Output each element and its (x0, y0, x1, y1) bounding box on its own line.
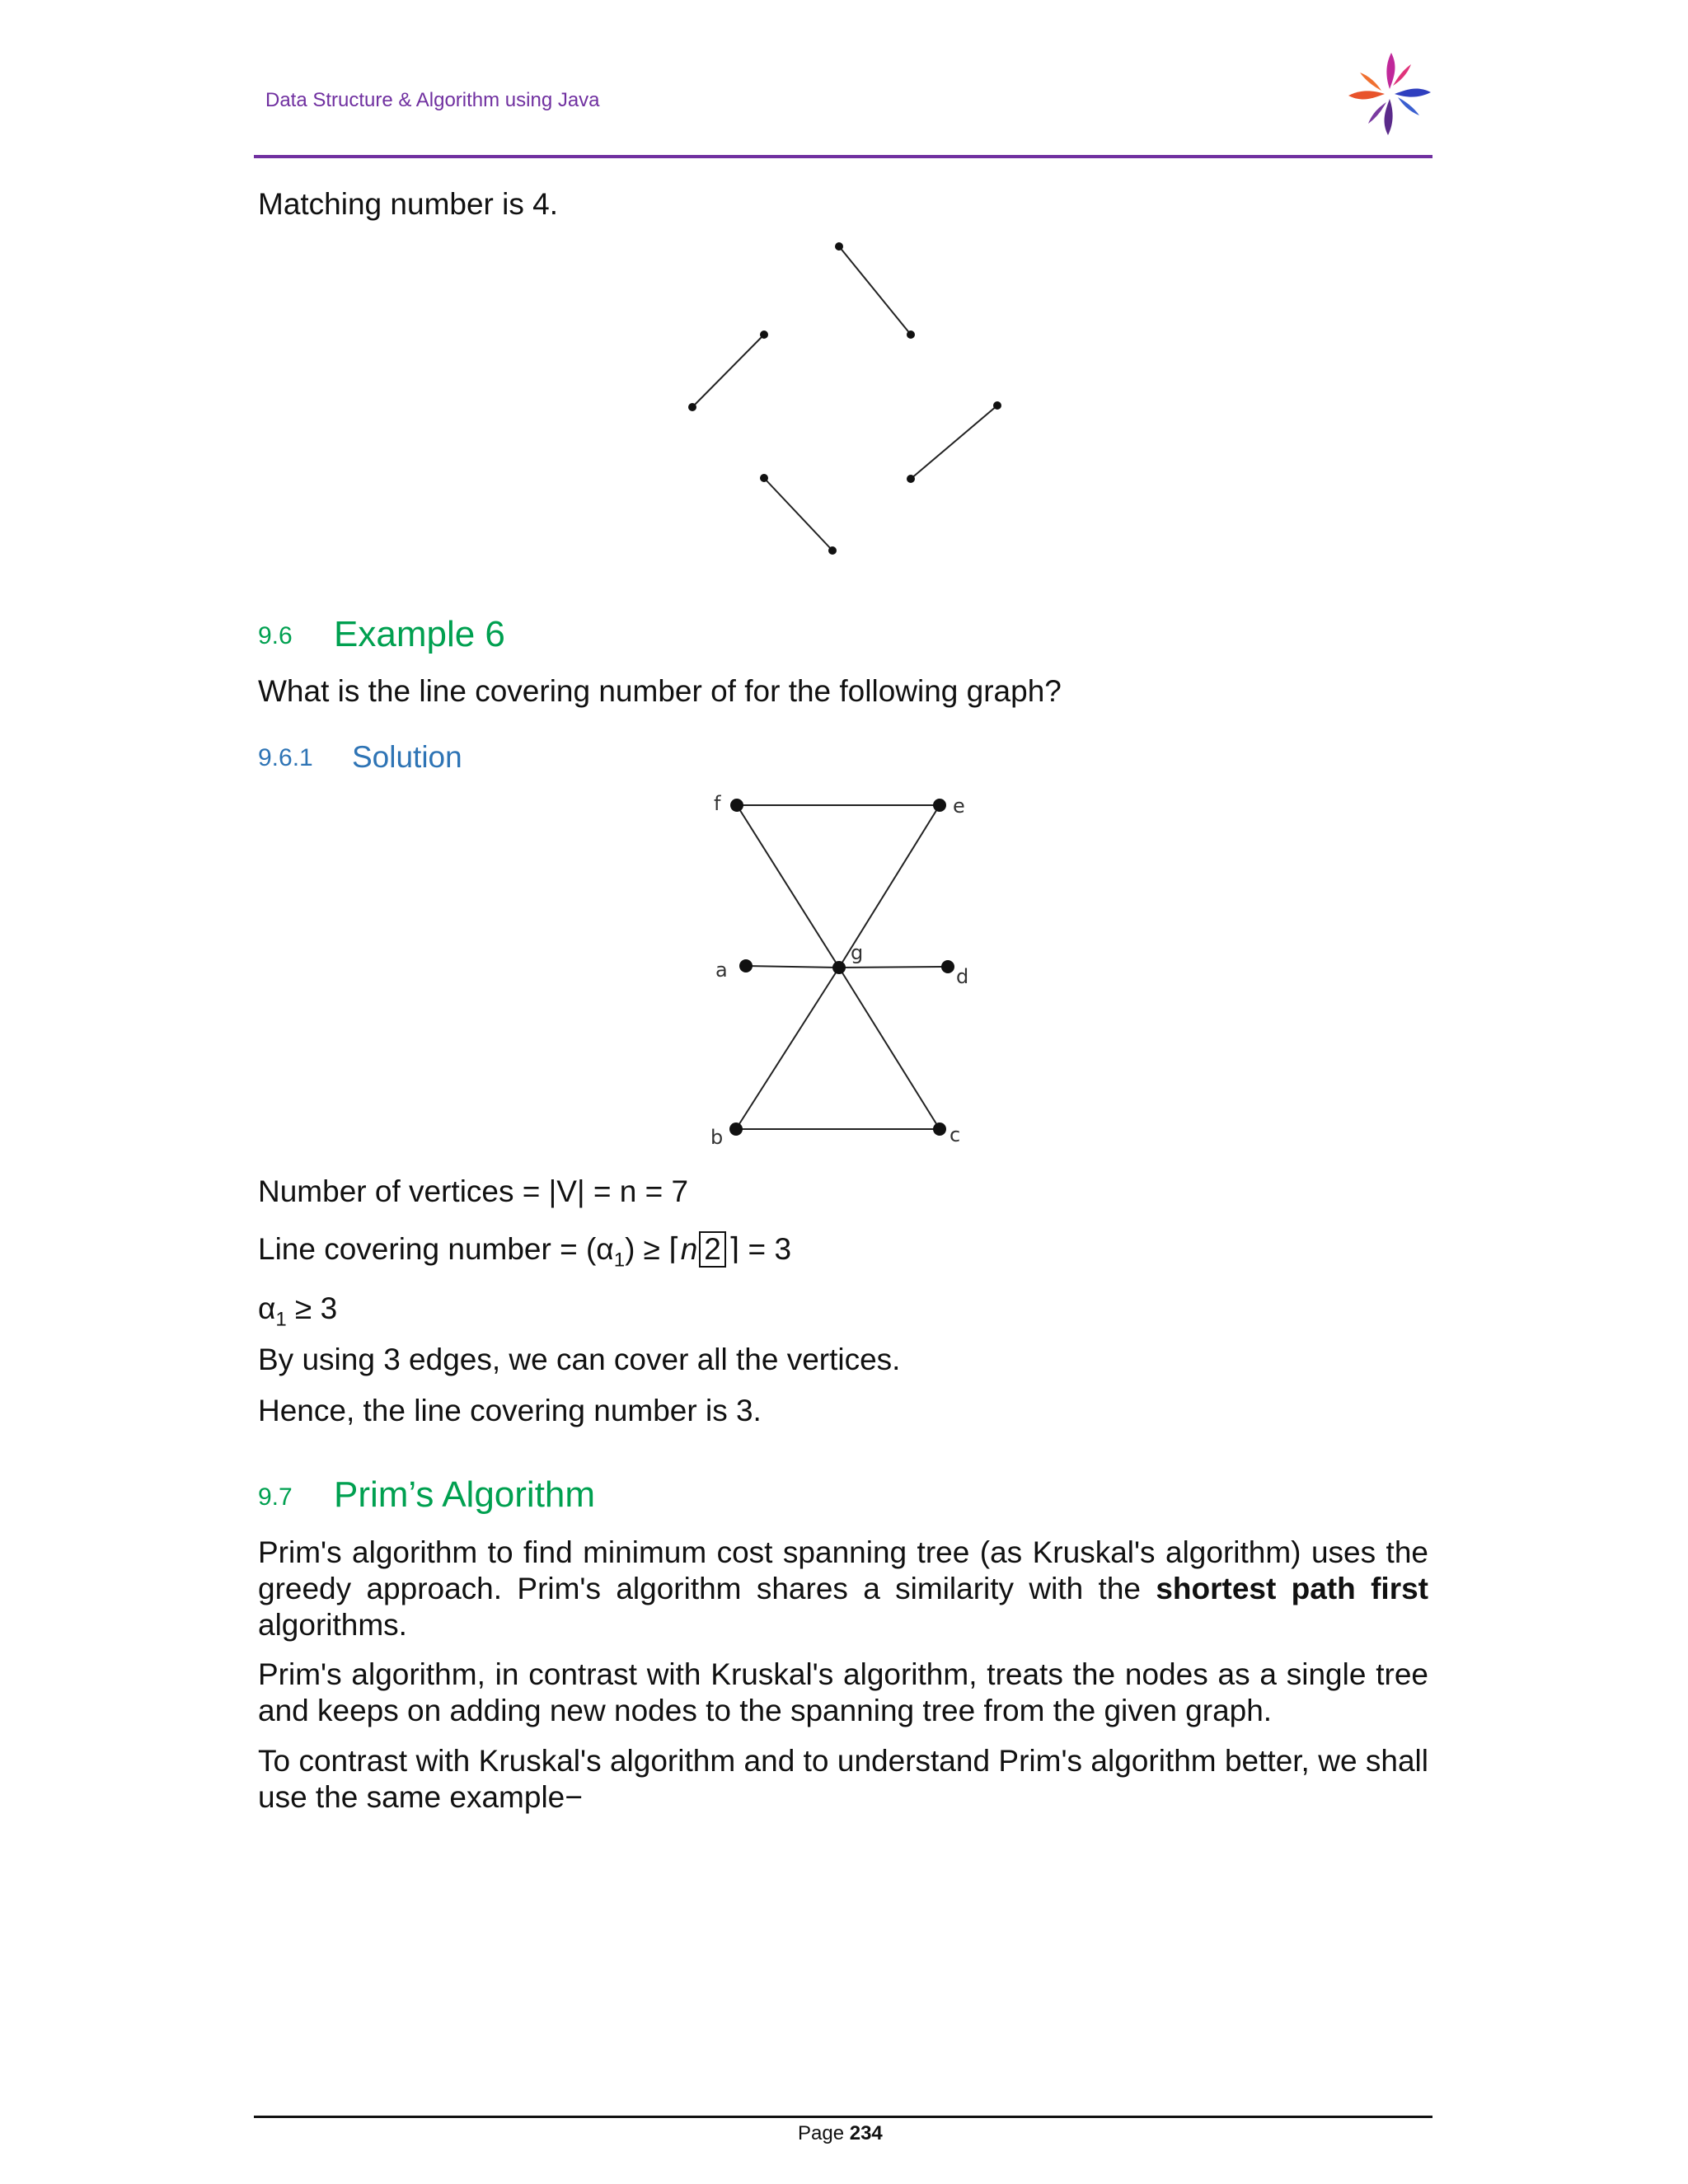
graph-edge-g-c (839, 968, 940, 1129)
para1-text-b: algorithms. (258, 1608, 407, 1642)
section-title-example-6: Example 6 (334, 614, 505, 654)
matching-number-text: Matching number is 4. (258, 187, 559, 221)
formula-mid: ) ≥ ⌈ (625, 1232, 681, 1266)
graph-vertex-g (832, 961, 846, 974)
graph-diagram (701, 783, 981, 1154)
graph-label-g: g (851, 941, 864, 964)
footer-divider (254, 2116, 1432, 2118)
matching-edge (692, 335, 764, 407)
matching-edge (839, 246, 911, 335)
vertices-count-text: Number of vertices = |V| = n = 7 (258, 1174, 689, 1208)
matching-vertex (907, 330, 915, 339)
header-divider (254, 155, 1432, 158)
brand-logo-icon (1343, 51, 1436, 137)
matching-edge (764, 478, 832, 551)
graph-edge-a-g (746, 966, 839, 968)
graph-vertex-b (729, 1122, 743, 1136)
alpha-bound: ≥ 3 (286, 1291, 338, 1325)
question-text: What is the line covering number of for the following graph? (258, 674, 1062, 708)
graph-vertex-f (730, 799, 743, 812)
section-title-prims-algorithm: Prim’s Algorithm (334, 1474, 596, 1515)
formula-boxed-two: 2 (699, 1231, 726, 1268)
graph-label-f: f (714, 792, 721, 815)
graph-label-a: a (715, 958, 728, 982)
line-covering-formula (258, 1231, 791, 1278)
formula-suffix: ⌉ = 3 (727, 1232, 792, 1266)
section-number: 9.6 (258, 622, 293, 649)
subsection-number: 9.6.1 (258, 744, 313, 771)
graph-label-e: e (953, 794, 965, 818)
alpha-symbol: α (258, 1291, 276, 1325)
header-title: Data Structure & Algorithm using Java (265, 89, 600, 111)
subsection-title-solution: Solution (352, 740, 462, 774)
formula-subscript: 1 (613, 1249, 626, 1272)
graph-label-d: d (956, 965, 969, 988)
matching-vertex (688, 403, 696, 411)
graph-vertex-a (739, 959, 753, 972)
page-number-value: 234 (849, 2122, 883, 2144)
para1-bold: shortest path first (1156, 1572, 1428, 1605)
matching-vertex (907, 475, 915, 483)
section-number: 9.7 (258, 1483, 293, 1511)
page-label: Page (798, 2122, 850, 2144)
graph-vertex-c (933, 1122, 946, 1136)
formula-n: n (680, 1232, 698, 1266)
graph-edge-f-g (737, 805, 839, 968)
graph-edge-g-d (839, 967, 948, 968)
section-heading-9-6 (258, 622, 293, 650)
matching-diagram (659, 231, 1030, 569)
graph-label-c: c (950, 1123, 961, 1146)
prims-paragraph-1 (258, 1535, 1428, 1643)
formula-prefix: Line covering number = (α (258, 1232, 614, 1266)
matching-vertex (828, 546, 837, 555)
matching-vertex (760, 330, 768, 339)
graph-vertex-d (941, 960, 954, 973)
alpha-inequality (258, 1291, 337, 1338)
para1-text-a: Prim's algorithm to find minimum cost spanning tree (as Kruskal's algorithm) uses the greedy approach. Prim's algorithm shares a similarity with the (258, 1535, 1428, 1605)
page-number (798, 2122, 883, 2145)
graph-label-b: b (710, 1126, 724, 1149)
graph-edge-g-b (736, 968, 839, 1129)
alpha-subscript: 1 (275, 1308, 287, 1331)
matching-edge (911, 405, 997, 479)
graph-vertex-e (933, 799, 946, 812)
conclusion-text: Hence, the line covering number is 3. (258, 1394, 762, 1427)
matching-vertex (760, 474, 768, 482)
matching-vertex (993, 401, 1001, 410)
prims-paragraph-2: Prim's algorithm, in contrast with Kruskal's algorithm, treats the nodes as a single tree and keeps on adding new nodes to the spanning tree from the given graph. (258, 1657, 1428, 1727)
matching-vertex (835, 242, 843, 251)
edges-cover-text: By using 3 edges, we can cover all the vertices. (258, 1343, 901, 1376)
prims-paragraph-3: To contrast with Kruskal's algorithm and to understand Prim's algorithm better, we shall use the same example− (258, 1744, 1428, 1814)
